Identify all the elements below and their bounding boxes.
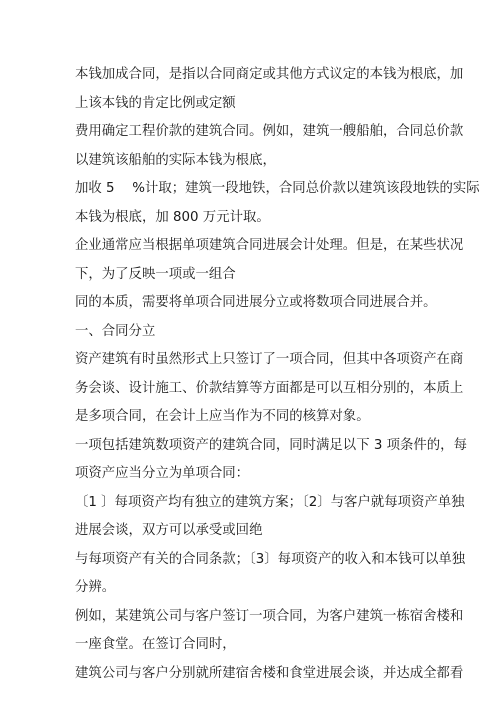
text-line: 〔1 〕每项资产均有独立的建筑方案；〔2〕与客户就每项资产单独 xyxy=(75,494,465,510)
text-line: 例如，某建筑公司与客户签订一项合同，为客户建筑一栋宿舍楼和 xyxy=(75,608,464,624)
text-line: 是多项合同，在会计上应当作为不同的核算对象。 xyxy=(75,409,370,424)
text-line: 务会谈、设计施工、价款结算等方面都是可以互相分别的，本质上 xyxy=(75,380,464,396)
section-heading: 一、合同分立 xyxy=(75,323,156,339)
text-line: 分辨。 xyxy=(75,580,116,595)
text-line: 一项包括建筑数项资产的建筑合同，同时满足以下 3 项条件的，每 xyxy=(75,437,467,453)
text-line: 本钱为根底，加 800 万元计取。 xyxy=(75,209,270,225)
text-line: 下，为了反映一项或一组合 xyxy=(75,266,236,282)
text-line: 与每项资产有关的合同条款；〔3〕每项资产的收入和本钱可以单独 xyxy=(75,551,466,567)
document-body xyxy=(75,61,480,688)
text-line: 上该本钱的肯定比例或定额 xyxy=(75,95,236,111)
text-line: 资产建筑有时虽然形式上只签订了一项合同，但其中各项资产在商 xyxy=(75,352,464,367)
text-line: 费用确定工程价款的建筑合同。例如，建筑一艘船舶，合同总价款 xyxy=(75,124,464,139)
text-line: 项资产应当分立为单项合同： xyxy=(75,466,250,481)
text-line: 一座食堂。在签订合同时， xyxy=(75,637,236,652)
text-line: 企业通常应当根据单项建筑合同进展会计处理。但是，在某些状况 xyxy=(75,238,464,253)
text-line: 进展会谈，双方可以承受或回绝 xyxy=(75,523,263,538)
text-line: 本钱加成合同，是指以合同商定或其他方式议定的本钱为根底，加 xyxy=(75,67,464,82)
text-line: 建筑公司与客户分别就所建宿舍楼和食堂进展会谈，并达成全都看 xyxy=(75,665,464,681)
text-line: 以建筑该船舶的实际本钱为根底， xyxy=(75,152,276,168)
text-line: 同的本质，需要将单项合同进展分立或将数项合同进展合并。 xyxy=(75,295,437,310)
text-line: 加收 5 %计取；建筑一段地铁，合同总价款以建筑该段地铁的实际 xyxy=(75,181,480,196)
